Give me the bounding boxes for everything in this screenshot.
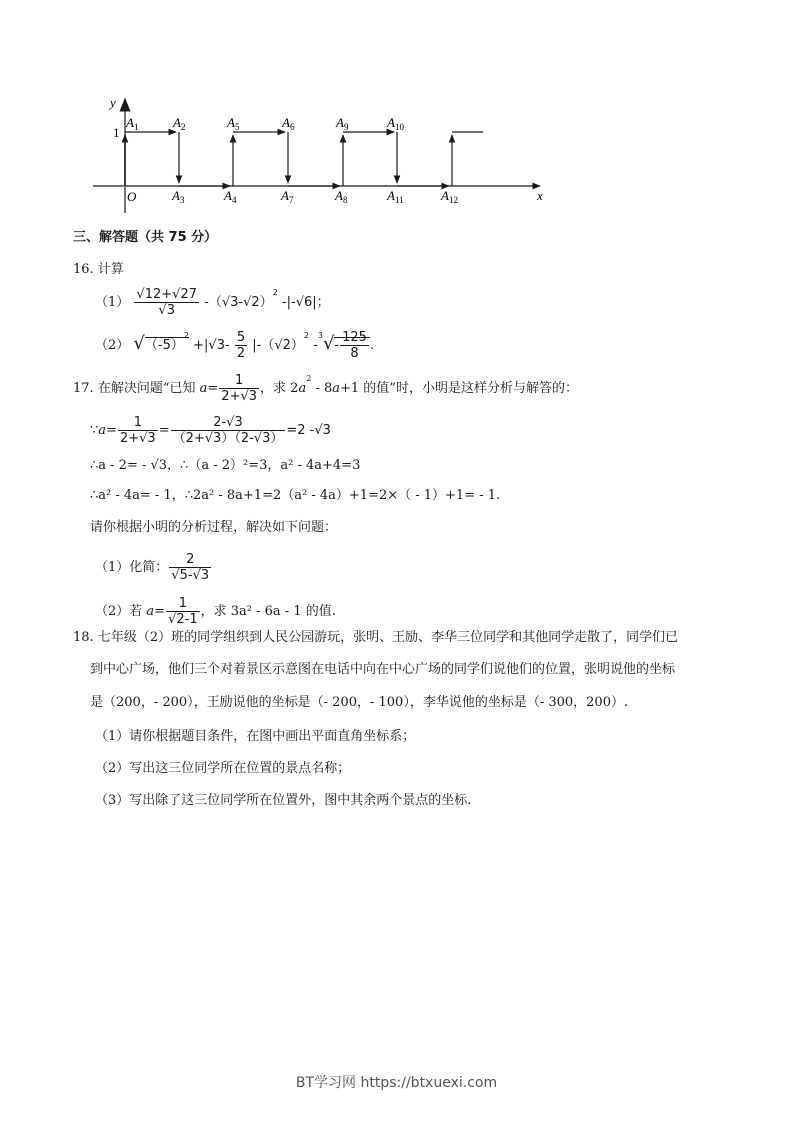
svg-text:A1: $A_1$ xyxy=(126,115,139,132)
question-17-part-2: （2）若 a= $\frac{1}{√2-1}$ ，求 3a² - 6a - 1 的值. xyxy=(95,596,336,627)
question-16-part-2: （2） $√(-5)^2 +|√3-$ $\frac{5}{2}$ $|-(√2)^2$ -$^3$√- $\frac{125}{8}$ . xyxy=(95,330,375,361)
svg-text:A5: $A_5$ xyxy=(227,115,240,132)
footer-watermark: BT学习网 https://btxuexi.com xyxy=(295,1075,498,1091)
y-axis-label: y xyxy=(110,95,116,110)
bottom-point-labels xyxy=(171,188,458,205)
path-segments xyxy=(125,132,483,186)
question-18-part-1: （1）请你根据题目条件，在图中画出平面直角坐标系； xyxy=(95,729,416,744)
motion-path-diagram xyxy=(0,0,793,220)
question-17-stem: 17. 在解决问题“已知 a= $\frac{1}{2+√3}$ ，求 $2a^2 - 8a+1$ 的值”时，小明是这样分析与解答的： xyxy=(73,373,578,404)
question-18-line-2: 到中心广场，他们三个对着景区示意图在电话中向在中心广场的同学们说他们的位置，张明说他的坐标 xyxy=(90,662,676,677)
top-point-labels xyxy=(125,115,404,132)
svg-text:A3: $A_3$ xyxy=(172,188,185,205)
question-16-stem xyxy=(73,262,124,278)
svg-text:A7: $A_7$ xyxy=(281,188,294,205)
svg-text:A2: $A_2$ xyxy=(173,115,186,132)
question-16-part-1: （1） $\frac{√12+√27}{√3}$ $-(√3-√2)^2$ -|-√6|； xyxy=(95,287,330,318)
question-18-part-3: （3）写出除了这三位同学所在位置外，图中其余两个景点的坐标. xyxy=(95,793,472,808)
svg-text:A11: $A_{11}$ xyxy=(387,188,404,205)
svg-text:A4: $A_4$ xyxy=(224,188,237,205)
y-tick-label: 1 xyxy=(113,125,120,140)
svg-text:A9: $A_9$ xyxy=(336,115,349,132)
question-18-part-2: （2）写出这三位同学所在位置的景点名称； xyxy=(95,761,351,776)
fraction: $\frac{5}{2}$ xyxy=(236,330,246,361)
svg-text:A6: $A_6$ xyxy=(282,115,295,132)
question-17-part-1: （1）化简： $\frac{2}{√5-√3}$ xyxy=(95,552,210,583)
origin-label: O xyxy=(127,189,137,204)
fraction: $\frac{√12+√27}{√3}$ xyxy=(136,287,197,318)
x-axis-label: x xyxy=(537,188,543,203)
question-18-line-1: 18. 七年级（2）班的同学组织到人民公园游玩，张明、王励、李华三位同学和其他同学走散了，同学们已 xyxy=(73,630,679,645)
question-17-step-1: ∵a= $\frac{1}{2+√3}$ = $\frac{2-√3}{(2+√3)(2-√3)}$ =2 -√3 xyxy=(90,415,331,446)
question-17-instruction: 请你根据小明的分析过程，解决如下问题： xyxy=(90,520,338,535)
question-number: 16. xyxy=(73,262,94,277)
svg-text:A8: $A_8$ xyxy=(335,188,348,205)
svg-text:A12: $A_{12}$ xyxy=(441,188,458,205)
question-17-step-2: ∴a - 2= - √3，∴（a - 2）²=3，a² - 4a+4=3 xyxy=(90,458,361,473)
svg-text:A10: $A_{10}$ xyxy=(387,115,404,132)
question-text: 计算 xyxy=(97,262,124,277)
section-title: 三、解答题（共 75 分） xyxy=(73,230,218,245)
question-18-line-3: 是（200，- 200），王励说他的坐标是（- 200，- 100），李华说他的坐标是（- 300，200）. xyxy=(90,695,629,710)
question-17-step-3: ∴a² - 4a= - 1，∴2a² - 8a+1=2（a² - 4a）+1=2×（ - 1）+1= - 1. xyxy=(90,488,501,503)
